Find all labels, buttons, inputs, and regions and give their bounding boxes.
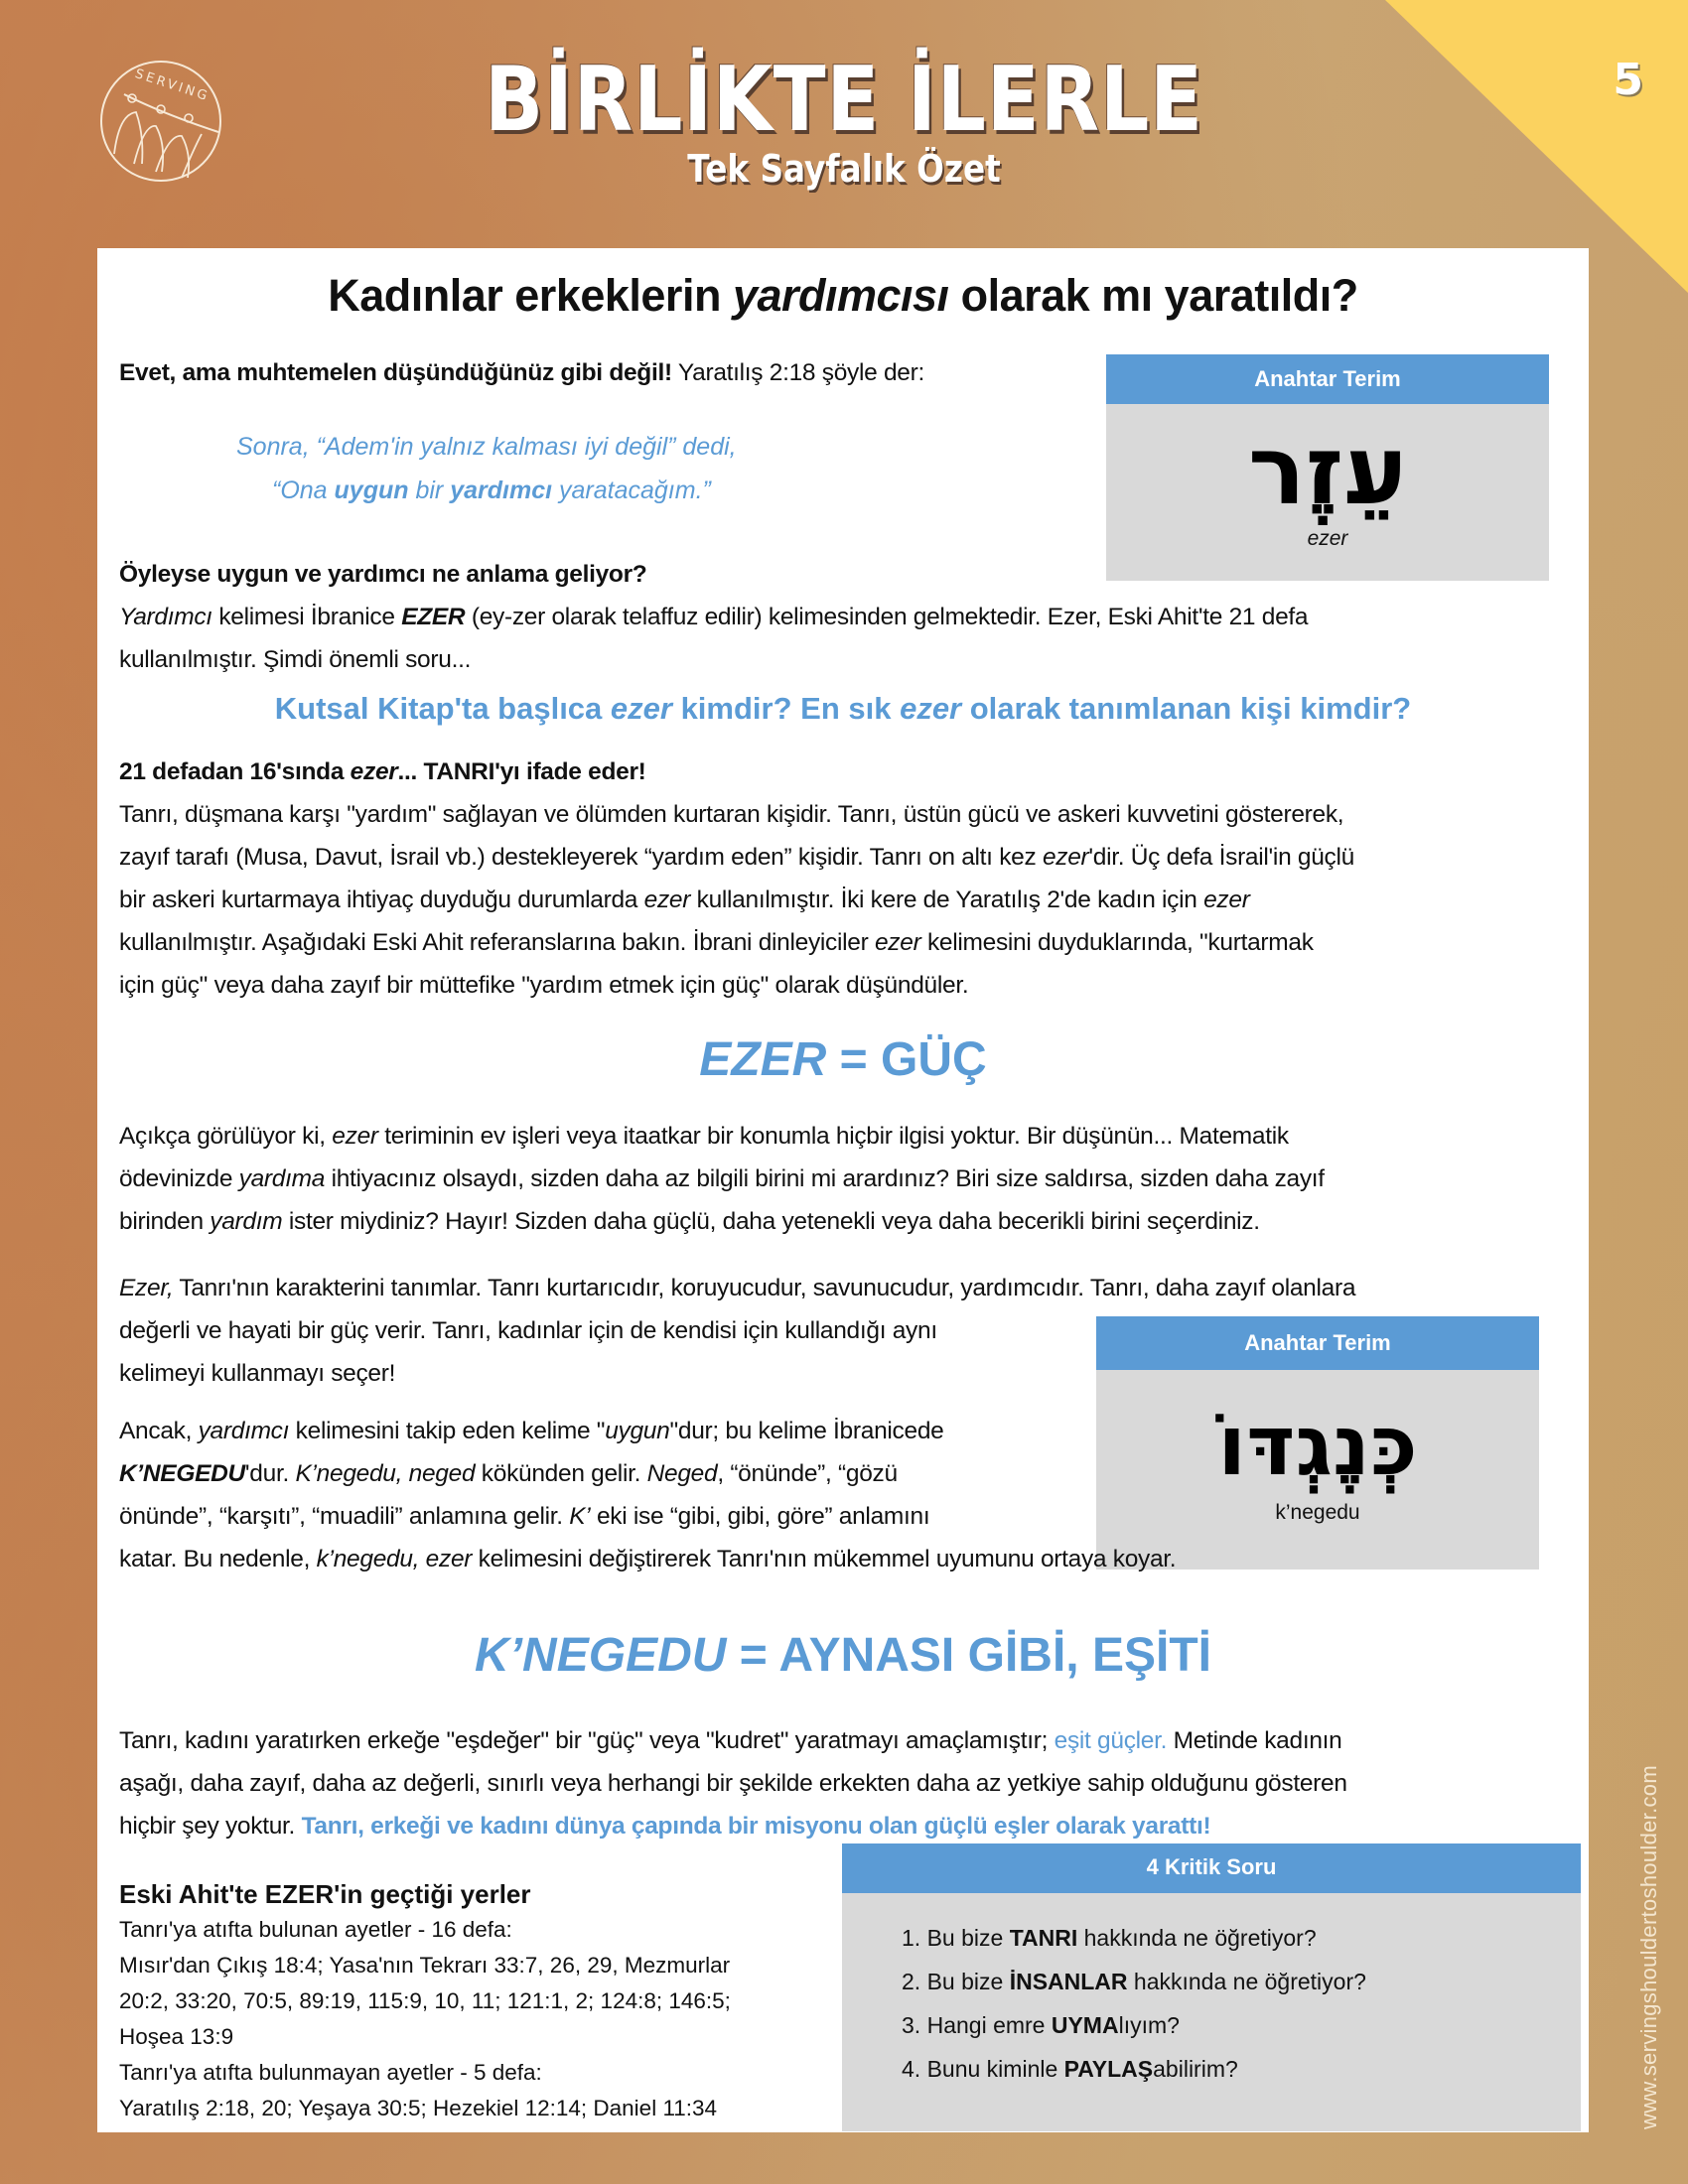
page-number: 5 bbox=[1613, 55, 1643, 105]
page-title: Kadınlar erkeklerin yardımcısı olarak mı yaratıldı? bbox=[328, 270, 1358, 321]
paragraph-god-as-ezer: Tanrı, düşmana karşı "yardım" sağlayan ve ölümden kurtaran kişidir. Tanrı, üstün gücü ve askeri kuvvetini göstererek, zayıf tarafı (Musa, Davut, İsrail vb.) destekleyerek “yardım eden” kişidir. Tanrı on altı kez ezer'dir. Üç defa İsrail'in güçlü bir askeri kurtarmaya ihtiyaç duyduğu durumlarda ezer kullanılmıştır. İki kere de Yaratılış 2'de kadın için ezer kullanılmıştır. Aşağıdaki Eski Ahit referanslarına bakın. İbrani dinleyiciler ezer kelimesini duyduklarında, "kurtarmak için güç" veya daha zayıf bir müttefike "yardım etmek için güç" olarak düşündüler. bbox=[119, 801, 1354, 999]
equation-knegedu-equal: K’NEGEDU = AYNASI GİBİ, EŞİTİ bbox=[475, 1629, 1211, 1682]
hebrew-word-knegedu: כְּנֶגְדּוֹ bbox=[1217, 1397, 1418, 1494]
hebrew-word-ezer: עֵזֶר bbox=[1247, 415, 1408, 526]
banner-title: BİRLİKTE İLERLE bbox=[485, 48, 1203, 152]
question-item-4: 4. Bunu kiminle PAYLAŞabilirim? bbox=[902, 2056, 1238, 2082]
paragraph-ezer-meaning: Açıkça görülüyor ki, ezer teriminin ev işleri veya itaatkar bir konumla hiçbir ilgisi yoktur. Bir düşünün... Matematik ödevinizde yardıma ihtiyacınız olsaydı, sizden daha az bilgili birini mi arardınız? Biri size saldırsa, sizden daha zayıf birinden yardım ister miydiniz? Hayır! Sizden daha güçlü, daha yetenekli veya daha becerikli birini seçerdiniz. bbox=[119, 1123, 1325, 1235]
paragraph-ezer-character: Ezer, Tanrı'nın karakterini tanımlar. Tanrı kurtarıcıdır, koruyucudur, savunucudur, yardımcıdır. Tanrı, daha zayıf olanlara değerli ve hayati bir güç verir. Tanrı, kadınlar için de kendisi için kullandığı aynı kelimeyi kullanmayı seçer! bbox=[119, 1275, 1356, 1387]
paragraph-ezer-origin: Yardımcı kelimesi İbranice EZER (ey-zer olarak telaffuz edilir) kelimesinden gelmektedir. Ezer, Eski Ahit'te 21 defa kullanılmıştır. Şimdi önemli soru... bbox=[119, 604, 1309, 673]
question-item-2: 2. Bu bize İNSANLAR hakkında ne öğretiyor? bbox=[902, 1969, 1366, 1994]
ezer-references bbox=[119, 1876, 834, 2126]
question-item-1: 1. Bu bize TANRI hakkında ne öğretiyor? bbox=[902, 1925, 1317, 1951]
scripture-quote-line-1: Sonra, “Adem'in yalnız kalması iyi değil” dedi, bbox=[236, 433, 737, 461]
scripture-quote-line-2: “Ona uygun bir yardımcı yaratacağım.” bbox=[272, 477, 711, 504]
intro-line: Evet, ama muhtemelen düşündüğünüz gibi değil! Yaratılış 2:18 şöyle der: bbox=[119, 359, 924, 386]
paragraph-knegedu: Ancak, yardımcı kelimesini takip eden kelime "uygun"dur; bu kelime İbranicede K’NEGEDU'dur. K’negedu, neged kökünden gelir. Neged, “önünde”, “gözü önünde”, “karşıtı”, “muadili” anlamına gelir. K’ eki ise “gibi, gibi, göre” anlamını katar. Bu nedenle, k’negedu, ezer kelimesini değiştirerek Tanrı'nın mükemmel uyumunu ortaya koyar. bbox=[119, 1418, 1177, 1572]
svg-text:SERVING: SERVING bbox=[133, 67, 212, 105]
key-term-header: Anahtar Terim bbox=[1096, 1316, 1539, 1370]
paragraph-equal-partners: Tanrı, kadını yaratırken erkeğe "eşdeğer" bir "güç" veya "kudret" yaratmayı amaçlamıştır; eşit güçler. Metinde kadının aşağı, daha zayıf, daha az değerli, sınırlı veya herhangi bir şekilde erkekten daha az yetkiye sahip olduğunu gösteren hiçbir şey yoktur. Tanrı, erkeği ve kadını dünya çapında bir misyonu olan güçlü eşler olarak yarattı! bbox=[119, 1727, 1347, 1840]
references-list: Tanrı'ya atıfta bulunan ayetler - 16 defa: Mısır'dan Çıkış 18:4; Yasa'nın Tekrarı 33:7, 26, 29, Mezmurlar 20:2, 33:20, 70:5, 89:19, 115:9, 10, 11; 121:1, 2; 124:8; 146:5; Hoşea 13:9 Tanrı'ya atıfta bulunmayan ayetler - 5 defa: Yaratılış 2:18, 20; Yeşaya 30:5; Hezekiel 12:14; Daniel 11:34 bbox=[119, 1917, 731, 2120]
critical-questions-header: 4 Kritik Soru bbox=[842, 1843, 1581, 1893]
key-term-box-ezer bbox=[1106, 354, 1549, 581]
blue-question-heading: Kutsal Kitap'ta başlıca ezer kimdir? En sık ezer olarak tanımlanan kişi kimdir? bbox=[274, 691, 1412, 726]
banner-subtitle: Tek Sayfalık Özet bbox=[687, 147, 1001, 191]
content-panel bbox=[97, 248, 1589, 2132]
key-term-header: Anahtar Terim bbox=[1106, 354, 1549, 404]
question-heading: Öyleyse uygun ve yardımcı ne anlama geliyor? bbox=[119, 561, 647, 588]
references-title: Eski Ahit'te EZER'in geçtiği yerler bbox=[119, 1879, 531, 1909]
critical-questions-list bbox=[902, 1923, 1581, 2084]
equation-ezer-power: EZER = GÜÇ bbox=[699, 1033, 987, 1086]
website-link[interactable]: www.servingshouldertoshoulder.com bbox=[1636, 1765, 1661, 2129]
transliteration-knegedu: k’negedu bbox=[1275, 1501, 1360, 1524]
answer-heading: 21 defadan 16'sında ezer... TANRI'yı ifade eder! bbox=[119, 758, 646, 785]
transliteration-ezer: ezer bbox=[1307, 527, 1348, 550]
question-item-3: 3. Hangi emre UYMAlıyım? bbox=[902, 2012, 1180, 2038]
critical-questions-box bbox=[842, 1843, 1581, 2131]
